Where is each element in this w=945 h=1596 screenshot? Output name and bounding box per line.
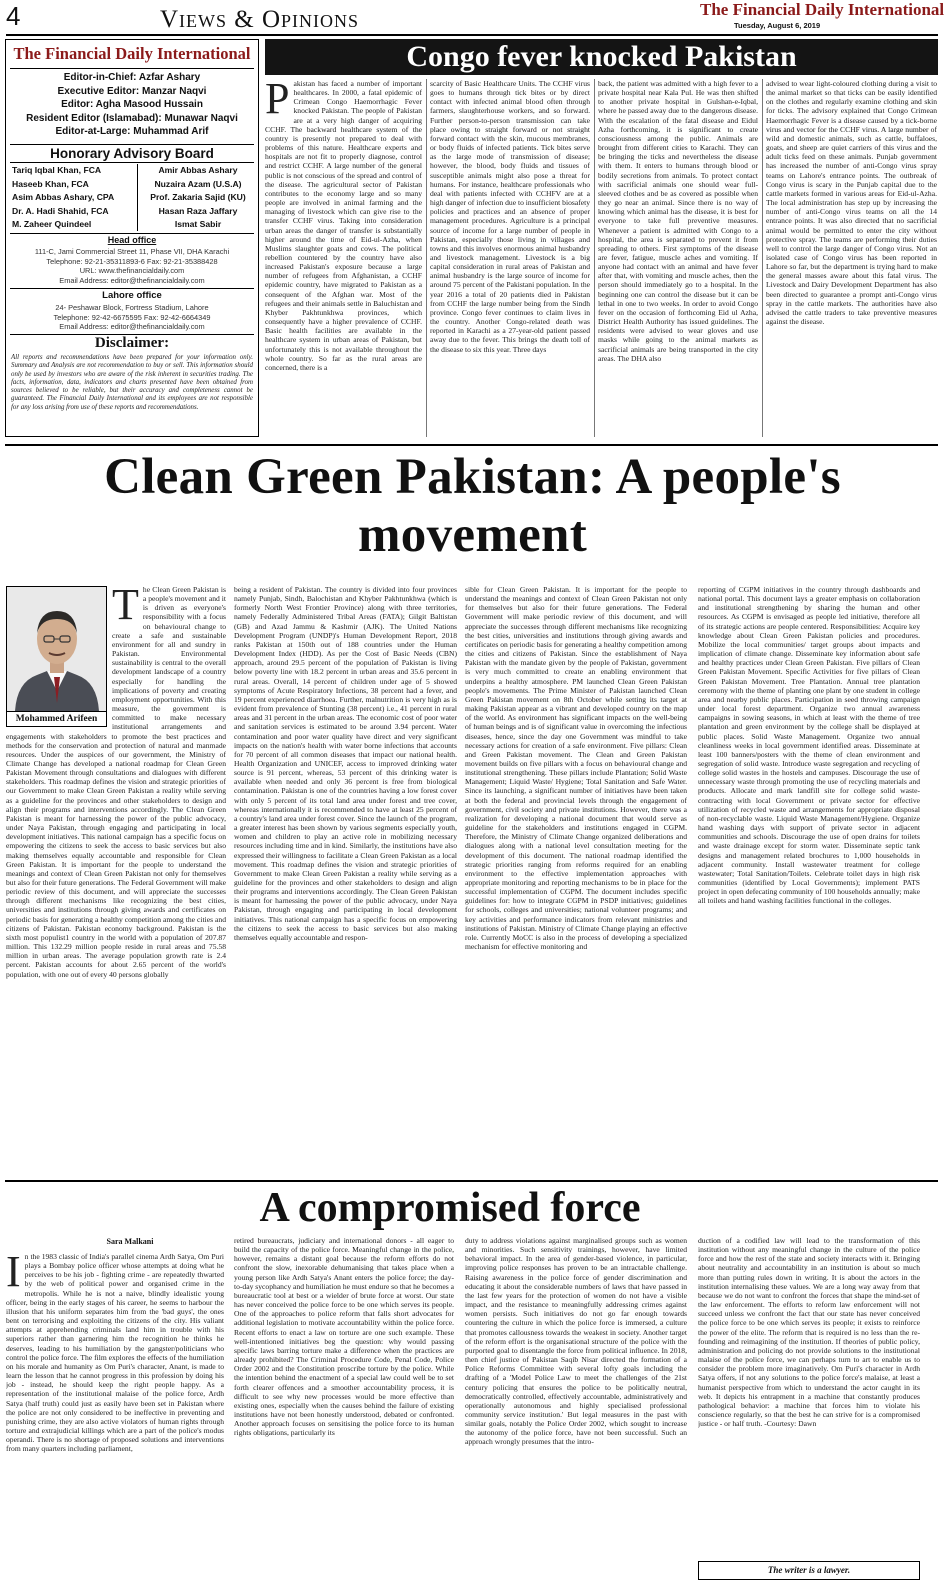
phone-line: Telephone: 92-42-6675595 Fax: 92-42-6664349 (53, 312, 211, 322)
article1-text: scarcity of Basic Healthcare Units. The CCHF virus goes to humans through tick bites or by direct contact with infected animal blood often through farmers, slaughterhouse workers, and so forward. Further person-to-person transmission can take place owing to straight forward or not straight forward contact with the skin, mucous membranes, or body fluids of infected patients. Tick bites serve as the large mode of transmission of disease; however, the blood, body fluids and tissues of susceptible animals might also pose a threat for humans. For instance, healthcare professionals who deal with patients infected with CCHFV are at a high danger of infection due to insufficient biosafety policies and practices and an absence of proper management procedures. Agriculture is a principal source of income for a large number of people in Pakistan, especially those living in villages and towns and this involves enormous animal husbandry and livestock management. Livestock is a big capital consideration in rural areas of Pakistan and animal husbandry is the large source of income for around 75 percent of the Pakistani population. In the year 2016 a total of 20 patients died in Pakistan from CCHF the large number being from the Sindh province. Congo fever continues to claim lives in the country. Another Congo-related death was reported in Karachi as a 27-year-old patient passed away due to the fever. This brings the death toll of the disease to six this year. Three days (430, 79, 590, 354)
writer-note-box (698, 1561, 920, 1580)
email-line: Email Address: editor@thefinancialdaily.com (59, 322, 205, 332)
article3-byline: Sara Malkani (106, 1237, 154, 1246)
head-office-title: Head office (107, 235, 157, 245)
header-paper-name: The Financial Daily International (700, 0, 945, 19)
editor-line: Resident Editor (Islamabad): Munawar Naqvi (26, 112, 238, 124)
photo-spacer (6, 585, 112, 729)
advisor-name: Nuzaira Azam (U.S.A) (154, 178, 242, 189)
article3-column (234, 1236, 454, 1592)
article1-text: back, the patient was admitted with a high fever to a private hospital near Kala Pul. He was then shifted to another private hospital in Gulshan-e-Iqbal, where he passed away due to the dangerous disease. With the escalation of the fatal disease and Eidul Azha forthcoming, it is significant to create consciousness among the public. Animals are brought from different cities to Karachi. They can be bringing the ticks and nevertheless the disease with them. It enters to humans through blood or bodily secretions from animals. To protect contact with sacrificial animals one should wear full-sleeved clothes and be as covered as possible when they go near an animal. Since there is no way of knowing which animal has the disease, it is best for everyone to take full preventive measures. Whenever a patient is admitted with Congo to a hospital, the area is separated to prevent it from spreading to others. First symptoms of the disease are fever, fatigue, muscle aches and vomiting. If anyone had contact with an animal and have fever after that, with vomiting and muscle aches, then the person should immediately go to a hospital. In the beginning one can control the disease but it can be lethal in one to two weeks. In order to avoid Congo fever on the occasion of forthcoming Eid ul Azha, District Health Authority has issued guidelines. The residents were advised to wear gloves and use masks while going to the animal markets as sacrificial animals are being transported in the city areas. The DHA also (598, 79, 758, 363)
article1-text: advised to wear light-coloured clothing during a visit to the animal market so that ticks can be easily identified on the clothes and regularly examine clothing and skin for ticks. The advisory explained that Congo Crimean Haemorrhagic Fever is a disease caused by a tick-borne virus and vector for the CCHF virus. A large number of wild and domestic animals, such as cattle, buffaloes, goats, and sheep are quiet carriers of this virus and the adult ticks feed on these animals. Punjab government has increased the number of anti-Congo virus spray teams on Lahore's entrance points. The outbreak of Congo virus is scary in the Punjab capital due to the cattle markets formed in various areas for Eid-ul-Azha. The local administration has step up by increasing the number of anti-Congo virus teams on all the 14 entrance points. It was also directed that no sacrificial animal would be permitted to enter the city without protective spray. The teams are performing their duties well to control the large danger of Congo virus. Not an isolated case of Congo virus has been reported in Lahore so far, but the department is trying hard to make the general masses aware about this fatal virus. The Livestock and Dairy Development Department has also been directed to guarantee a prompt anti-Congo virus spray in the cattle markets. The authorities have also advised the cattle traders to take preventive measures against the disease. (766, 79, 937, 327)
masthead-rule (10, 68, 254, 69)
section-divider (5, 444, 938, 446)
editors-list (6, 71, 258, 139)
article1-column (430, 79, 590, 439)
article2-headline: Clean Green Pakistan: A people's movement (104, 449, 841, 563)
article1-drop-cap: P (265, 79, 290, 123)
advisor-name: Asim Abbas Ashary, CPA (12, 192, 115, 202)
section-title: Views & Opinions (160, 6, 360, 33)
address-line: 24- Peshawar Block, Fortress Stadium, Lahore (55, 303, 209, 312)
address-line: 111-C, Jami Commercial Street 11, Phase VII, DHA Karachi (34, 247, 230, 256)
disclaimer-title: Disclaimer: (94, 335, 170, 351)
article1-column (766, 79, 937, 439)
advisor-name: Tariq Iqbal Khan, FCA (12, 165, 102, 175)
advisor-name: Haseeb Khan, FCA (12, 178, 89, 189)
article3-text: duty to address violations against marginalised groups such as women and minorities. Such sensitivity trainings, however, have limited behavioral impact. In the area of gender-based violence, in particular, improving police responses has proven to be an intractable challenge. Raising awareness in the police force of gender discrimination and educating it about the considerable numbers of laws that have passed in the last few years for the protection of women do not have a visible impact, and the resistance to meaningfully addressing crimes against women persists. Such initiatives do not go far enough towards countering the culture in which the police force is immersed, a culture that promotes callousness towards the weakest in society. Another target of the reform effort is the organisational structure of the police with the purported goal to disentangle the force from political influence. In 2018, then chief justice of Pakistan Saqib Nisar directed the formation of a Police Reforms Committee with several lofty goals including the drafting of a 'Model Police Law to meet the challenges of the 21st century policing that ensures the police to be politically neutral, democratically controlled, effectively accountable, administratively and operationally autonomous and highly specialised professional community service institution.' But legal measures in the past with similar goals, notably the Police Order 2002, which sought to increase the autonomy of the police force, have not been successful. Such an approach wrongly presumes that the intro- (465, 1236, 687, 1447)
head-office-details (6, 247, 258, 285)
article1-headline: Congo fever knocked Pakistan (406, 40, 797, 73)
phone-line: Telephone: 92-21-35311893-6 Fax: 92-21-35388428 (46, 256, 218, 266)
column-rule (426, 79, 427, 437)
advisory-right-list (140, 164, 256, 232)
lahore-office-title: Lahore office (102, 290, 162, 301)
email-line: Email Address: editor@thefinancialdaily.com (59, 275, 205, 285)
column-rule (594, 79, 595, 437)
masthead-rule (10, 288, 254, 289)
author-caption: Mohammed Arifeen (7, 711, 106, 727)
editor-line: Executive Editor: Manzar Naqvi (57, 85, 207, 97)
advisory-left-list (12, 164, 136, 232)
article2-text: reporting of CGPM initiatives in the country through dashboards and national portal. This document lays a greater emphasis on collaboration and institutional strengthening by sharing the human and other resources. As CGPM is envisaged as people led initiative, therefore all of its strategic actions are people centered. Responsibilities: Acquire key knowledge about Clean Green Pakistan policies and procedures. Mobilize the local communities/ target groups about impacts and implication of climate change. Disseminate key information about safe and healthy practices under Clean Green Pakistan. Five pillars of Clean Green Pakistan Movement. Specific Activities for five pillars of Clean Green Pakistan Movement. Tree Plantation. Annual tree plantation ceremony with the theme of planting one plant by one student in college area and nearby public places. Participation in seed throwing campaign under local forest department. Organize two annual awareness campaigns in sowing seasons, in which at least with the theme of tree plantation and green environment by the college shall be displayed at public places. Solid Waste Management. Organize two annual cleanliness weeks in local government identified areas. Disseminate at least 100 banners/posters with the theme of clean environment and segregation of solid waste. Introduce waste segregation and recycling of college solid wastes in the hostels and campuses. Discourage the use of unnecessary waste through promoting the use of recycling materials and products. Allocate and mark landfill site for college solid waste-contracting with local Government or private sector for effective utilization of recycled waste and arrangements for appropriate disposal of non-recyclable waste. Liquid Waste Management/Hygiene. Organize hand washing days with support of private sector in adjacent communities and schools. Discourage the use of open drains for toilets and waste drainage except for storm water. Disseminate septic tank designs and management related brochures to 1,000 households in adjacent community. Install wastewater treatment for college wastewater; Total Sanitation/Toilets. Celebrate toilet days in high risk communities (identified by Local Governments); implement PATS project in open defecating community of 100 households annually; make all toilets and hand washing facilities functional in the colleges. (698, 585, 920, 906)
header-date: Tuesday, August 6, 2019 (734, 21, 821, 30)
article2-column (6, 585, 226, 1173)
article3-column (6, 1252, 224, 1592)
url-line: URL: www.thefinancialdaily.com (79, 266, 185, 276)
article1-headline-bar (265, 39, 938, 75)
advisor-name: Ismat Sabir (174, 219, 222, 229)
article3-headline: A compromised force (259, 1185, 641, 1231)
article3-column (465, 1236, 687, 1592)
page-number: 4 (6, 1, 21, 31)
lahore-office-details (6, 303, 258, 332)
article3-drop-cap: I (6, 1252, 21, 1296)
article3-text: n the 1983 classic of India's parallel cinema Ardh Satya, Om Puri plays a Bombay police officer whose attempts at doing what he perceives to be his job - fighting crime - are repeatedly thwarted by the web of political power and organised crime in the metropolis. While he is not a naive, blindly idealistic young officer, being in the early stages of his career, he seems to harbour the illusion that his uniform separates him from the 'bad guys', the ones bent on terrorising and exploiting the citizens of the city. His valiant attempts at apprehending criminals land him in trouble with his superiors rather than garnering him the recognition he thinks he deserves, leading to his humiliation by the gangster/politicians who control the police force. The film explores the effects of the humiliation on his morale and humanity as Om Puri's character, Anant, is made to learn the lesson that he cannot progress in this profession by doing his job - instead, he should keep the right people happy. As a representation of the institutional malaise of the police force, Ardh Satya (half truth) could just as easily have been set in Pakistan where the police are not only considered to be ineffective in preventing and punishing crime, they are also active violators of human rights through torture and extrajudicial killings which are a part of the police's modus operandi. There is no shortage of proposed solutions and interventions from many quarters including parliament, (6, 1252, 224, 1454)
advisory-divider (137, 164, 138, 231)
masthead-rule (10, 233, 254, 234)
article2-text: sible for Clean Green Pakistan. It is important for the people to understand the meanings and context of Clean Green Pakistan not only for themselves but also for their future generations. The Federal Government will make periodic review of this document, and will appreciate the successes through different mechanisms like recognizing the best cities, universities and institutions through giving awards and certificates on periodic basis for generating a healthy competition among the cities and citizens of Pakistan. Since the establishment of Naya Pakistan with the mandate given by the people of Pakistan, government is very much committed to create an enabling environment that underpins a healthy atmosphere. PM launched Clean Green Pakistan people's movements. The Prime Minister of Pakistan launched Clean Green Pakistan movement on 8th October while setting its target at making Pakistan appear as a vibrant and developed country on the map of the world. As environment has significant impacts on the well-being of human beings and is of significant value in overcoming the infectious diseases, hence, since the day one Government was mindful to take necessary actions for creation of a safe environment. Five pillars: Clean and Green Pakistan movement. The Clean and Green Pakistan movement builds on five pillars with a focus on behavioural change and institutional strengthening. These pillars include Plantation; Solid Waste Management; Liquid Waste/ Hygiene; Total Sanitation and Safe Water. Since its launching, a significant number of initiatives have been taken at both the federal and provincial levels through the engagement of government, civil society and private institutions. However, there was a realization for developing a national document that would serve as guideline for the stakeholders and institutions engaged in CGPM. Therefore, the Ministry of Climate Change organized deliberations and dialogues along with a national level consultation meeting for the development of this document. The national roadmap identified the strategic priorities ranging from reforms required for an enabling environment to the effective implementation approaches with appropriate monitoring and reporting mechanisms to be in place for the successful implementation of CGPM. The document includes specific guidelines for: how to integrate CGPM in PSDP initiatives; guidelines for schools, colleges and universities; national volunteer programs; and key activities and performance indicators from relevant ministries and institutions of Pakistan. Ministry of Climate Change playing an effective role. Currently MoCC is also in the process of developing a specialized mechanism for effective monitoring and (465, 585, 687, 952)
editor-line: Editor-at-Large: Muhammad Arif (55, 126, 209, 138)
advisor-name: Amir Abbas Ashary (158, 165, 238, 175)
article3-text: duction of a codified law will lead to the transformation of this institution without any meaningful change in the culture of the police force and how the rest of the state and society interacts with it. Bringing about neutrality and accountability in an institution is about so much more than putting rules down in writing. It is about the actors in the institution internalising these values. We are a long way away from that because we do not want to confront the forces that shape the mind-set of the law enforcement. The efforts to reform law enforcement will not succeed unless we confront the fact that our state has never conceived the police force to be one which serves its people; it exists to reinforce the power of the elite. The reform that is required is no less than the re-founding and reimagining of the institution. If theories of public policy, administration and policing do not provide solutions to the institutional malaise of the police force, we can perhaps turn to art to enable us to consider the problem more imaginatively. Om Puri's character in Ardh Satya offers, if not any solutions to the police force's malaise, at least a humanist perspective from which to understand the actor caught in its web. It depicts his entrapment in a machine that constantly produces pathological behavior: a machine that forces him to violate his conscience regularly, so that the best he can strive for is a compromised justice - or half truth. -Courtesy: Dawn (698, 1236, 920, 1429)
article1-text: akistan has faced a number of important healthcares. In 2000, a fatal epidemic of Crimean Congo Haemorrhagic Fever knocked Pakistan. The people of Pakistan are at a very high danger of acquiring CCHF. The backward healthcare system of the country is presently not prepared to deal with problems of this nature. Healthcare experts and hospitals are not fit to properly diagnose, control and restrict CCHF. A large number of the general public is not conscious of the spread and control of the disease. The agricultural sector of Pakistan contributes to the economy large and so many people are involved in animal farming and the managing of livestock which can give rise to the transfer CCHF virus. Taking into consideration urban areas the danger of transfer is substantially higher around the time of Eid-ul-Azha, when Muslims slaughter goats and cows. The political rebellion countered by the country have also increased Pakistan's exposure because a large number of refugees from Afghanistan, a CCHF epidemic country, have migrated to Pakistan as a consequent of the Afghan war. Most of the refugees and their animals settle in Baluchistan and Khyber Pakhtunkhwa provinces, which consequently have a higher prevalence of CCHF. Basic health facilities are available in the healthcare system in urban areas of Pakistan, but unfortunately this is not available throughout the whole country. So far as the rural areas are concerned, there is a (265, 79, 422, 372)
section-divider (5, 1180, 938, 1182)
masthead-box (5, 39, 259, 437)
advisor-name: Prof. Zakaria Sajid (KU) (150, 192, 246, 202)
article2-drop-cap: T (112, 585, 139, 629)
article2-column (465, 585, 687, 1173)
article2-column (234, 585, 457, 1173)
disclaimer-text: All reports and recommendations have been prepared for your information only. Summary and Analysis are not recommendation to buy or sell. This information should only be used by investors who are aware of the risk inherent in securities trading. The facts, information, data, indicators and charts presented have been obtained from sources believed to be reliable, but their accuracy and completeness cannot be guaranteed. The Financial Daily International and its employees are not responsible for any loss arising from use of these reports and recommendations. (11, 354, 253, 411)
article3-text: retired bureaucrats, judiciary and international donors - all eager to build the capacity of the police force. Meaningful change in the police, however, remains a distant goal because the reform efforts do not confront the slow, inexorable dehumanising that takes place when a young person like Ardh Satya's Anant enters the police force; the day-to-day sycophancy and humiliation he must endure so that he becomes a bureaucratic tool at best or a wielder of brute force at worst. Our state has never conceived the police force to be one which serves its people. One of the approaches to police reform that falls short advocates for additional legislation to motivate accountability within the police force. Recent efforts to enact a law on torture are one such example. These well-intentioned initiatives beg the question: why would passing specific laws barring torture make a difference when the practices are already prohibited? The Criminal Procedure Code, Penal Code, Police Order 2002 and the Constitution proscribe torture by the police. While the intention behind the enactment of a special law could well be to set forth clearer offences and a smoother accountability process, it is difficult to see why new processes would be more effective than existing ones, especially when the causes behind the failure of existing institutions have not been honestly understood, debated or confronted. Another approach focuses on sensitising the police force to its human rights obligations, particularly its (234, 1236, 454, 1438)
header-rule (6, 34, 938, 36)
article1-column (265, 79, 422, 439)
advisor-name: Dr. A. Hadi Shahid, FCA (12, 205, 109, 216)
article2-text: being a resident of Pakistan. The country is divided into four provinces namely Punjab, Sindh, Balochistan and Khyber Pakhtunkhwa (which is formerly North West Frontier Province) along with three territories, namely Federally Administered Tribal Areas (FATA); Gilgit Baltistan (GB) and Azad Jammu & Kashmir (AJK). The United Nations Development Program (UNDP)'s Human Development Report, 2018 ranks Pakistan at 150th out of 188 countries under the Human Development Index (HDD). As per the Cost of Basic Needs (CBN) approach, around 29.5 percent of the population of Pakistan is living below poverty line with 18.2 percent in urban areas and 35.6 percent in rural areas. Overall, 14 percent of children under age of 5 showed symptoms of Acute Respiratory Infections, 38 percent had a fever, and 19 percent experienced diarrhoea. Further, malnutrition is very high as is evident from prevalence of Stunting (38 percent) i.e., 41 percent in rural areas and 31 percent in the urban areas. The economic cost of poor water and sanitation services is estimated to be around 3.94 percent. Water contamination and poor water quality have direct and very significant impacts on the nation's health with water borne infections that accounts for 70 percent of all common diseases that impact our national health. Health Organization and UNICEF, access to improved drinking water source is 91 percent, whereas, 53 percent of this drinking water is available when needed and only 36 percent is free from biological contamination. Pakistan is one of the countries having a low forest cover with only 5 percent of its total land area under forest and tree cover, whereas internationally it is recommended to have at least 25 percent of a country's land area under forest cover. Since the launch of the program, a greater interest has been shown by various segments especially youth, women and children to play an active role in mobilizing necessary resources including time and in kind. Similarly, the institutions have also expressed their willingness to facilitate a Clean Green Pakistan as a local movement. This roadmap defines the vision and strategic priorities of Government to make Clean Green Pakistan a reality while serving as a guideline for the provinces and other stakeholders to design and align their programs and interventions accordingly. The Clean Green Pakistan is meant for harnessing the power of the public advocacy, under Naya Pakistan, through engaging and participating in local development initiatives. This national campaign has a specific focus on empowering the citizens to seek the access to basic services but also making themselves equally accountable and respon- (234, 585, 457, 942)
writer-note: The writer is a lawyer. (767, 1565, 851, 1575)
advisor-name: M. Zaheer Quindeel (12, 219, 92, 229)
article3-column (698, 1236, 920, 1558)
advisory-board-title: Honorary Advisory Board (10, 144, 254, 163)
advisor-name: Hasan Raza Jaffary (158, 205, 238, 216)
article2-column (698, 585, 920, 1173)
editor-line: Editor: Agha Masood Hussain (61, 99, 203, 111)
article1-column (598, 79, 758, 439)
article2-text: he Clean Green Pakistan is a people's movement and it is driven as everyone's responsibility with a focus on behavioural change to create a safe and sustainable environment for all and sundry in Pakistan. Environmental sustainability is central to the overall development landscape of a country especially for handling the implications of poverty and creating employment opportunities. With this measure, the government is committed to make necessary institutional arrangements and engagements with stakeholders to promote the best practices and methods for the conservation and protection of natural and manmade resources. Under the auspices of our government, the Ministry of Climate Change has developed a national roadmap for Clean Green Pakistan Movement through consultations and dialogues with different stakeholders. This roadmap defines the vision and strategic priorities of our Government to make Clean Green Pakistan a reality while serving as a guideline for the provinces and other stakeholders to design and align their programs and interventions accordingly. The Clean Green Pakistan is meant for harnessing the power of the public advocacy, under Naya Pakistan, through engaging and participating in local development initiatives. This national campaign has a specific focus on empowering the citizens to seek the access to basic services but also making themselves equally accountable and responsible for Clean Green Pakistan. It is important for the people to understand the meanings and context of Clean Green Pakistan not only for themselves but also for their future generations. The Federal Government will make periodic review of this document, and will appreciate the successes through different mechanisms like recognizing the best cities, universities and institutions through giving awards and certificates on periodic basis for generating a healthy competition among the cities and citizens of Pakistan. Pakistan economy background. Pakistan is the sixth most populist1 country in the world with a population of 207.87 million. This 132.29 million people reside in rural areas and 75.58 million in urban areas. The average population growth rate is 2.4 percent. Pakistan accounts for about 2.65 percent of the world's population, with one out of every 40 persons globally (6, 585, 226, 979)
masthead-paper-name: The Financial Daily International (13, 44, 251, 63)
column-rule (762, 79, 763, 437)
editor-line: Editor-in-Chief: Azfar Ashary (63, 72, 201, 83)
